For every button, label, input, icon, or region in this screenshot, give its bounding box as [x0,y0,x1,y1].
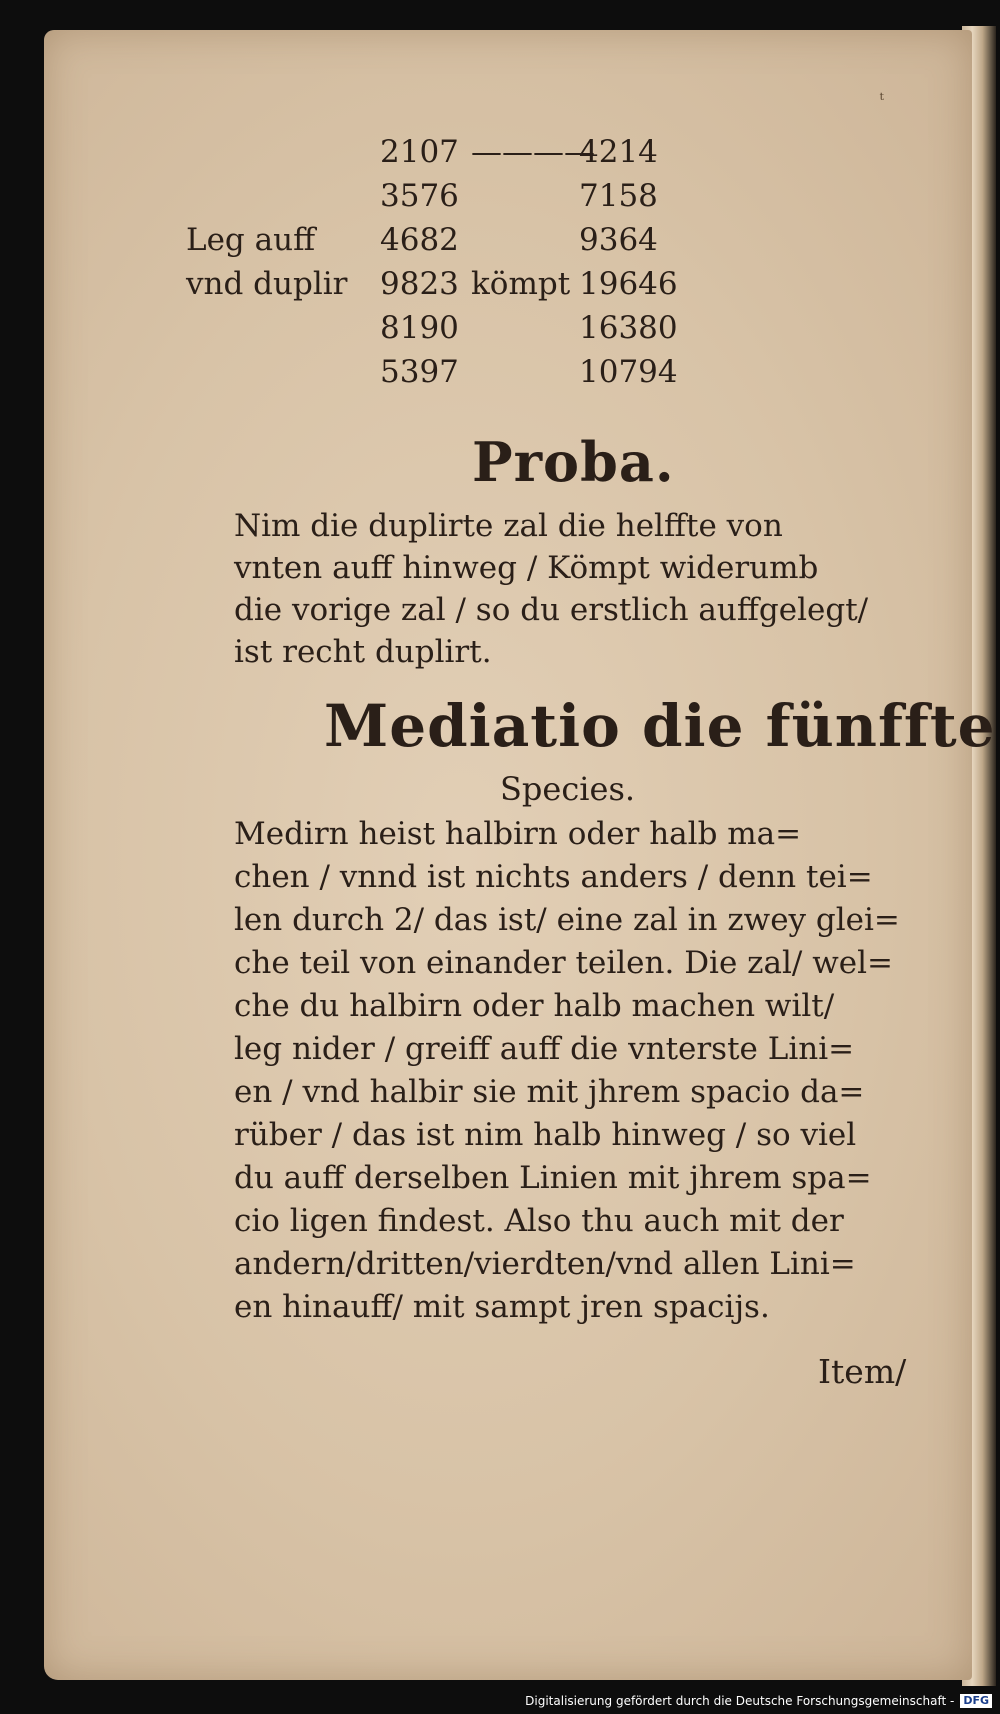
row-label: vnd duplir [186,266,348,302]
row-second-number: 16380 [579,310,678,346]
row-second-number: 19646 [579,266,678,302]
mediatio-paragraph: Medirn heist halbirn oder halb ma= chen / vnnd ist nichts anders / denn tei= len durch 2/ das ist/ eine zal in zwey glei= che teil von einander teilen. Die zal/ wel= che du halbirn oder halb machen wilt/ leg nider / greiff auff die vnterste Lini= en / vnd halbir sie mit jhrem spacio da= rüber / das ist nim halb hinweg / so viel du auff derselben Linien mit jhrem spa= cio ligen findest. Also thu auch mit der andern/dritten/vierdten/vnd allen Lini= en hinauff/ mit sampt jren spacijs. [234,816,900,1325]
table-row [186,130,706,174]
row-first-number: 8190 [380,310,459,346]
table-row [186,174,706,218]
proba-heading: Proba. [472,430,675,494]
table-row [186,262,706,306]
row-first-number: 4682 [380,222,459,258]
dfg-logo: DFG [960,1694,992,1708]
digitization-credit [525,1694,992,1708]
row-first-number: 3576 [380,178,459,214]
catchword: Item/ [818,1352,907,1391]
page-mark: ᵗ [879,90,884,111]
row-first-number: 9823 [380,266,459,302]
row-second-number: 9364 [579,222,658,258]
mediatio-heading: Mediatio die fünffte [324,692,996,760]
row-second-number: 4214 [579,134,658,170]
row-label: Leg auff [186,222,316,258]
table-row [186,306,706,350]
proba-paragraph: Nim die duplirte zal die helffte von vnten auff hinweg / Kömpt widerumb die vorige zal / so du erstlich auffgelegt/ ist recht duplirt. [234,508,869,670]
row-first-number: 2107 [380,134,459,170]
row-middle: kömpt [471,266,571,302]
row-first-number: 5397 [380,354,459,390]
row-middle: ———— [471,134,595,170]
table-row [186,218,706,262]
credit-text: Digitalisierung gefördert durch die Deutsche Forschungsgemeinschaft - [525,1694,955,1708]
table-row [186,350,706,394]
doubling-table [186,130,706,394]
mediatio-subheading: Species. [500,770,636,808]
row-second-number: 10794 [579,354,678,390]
row-second-number: 7158 [579,178,658,214]
